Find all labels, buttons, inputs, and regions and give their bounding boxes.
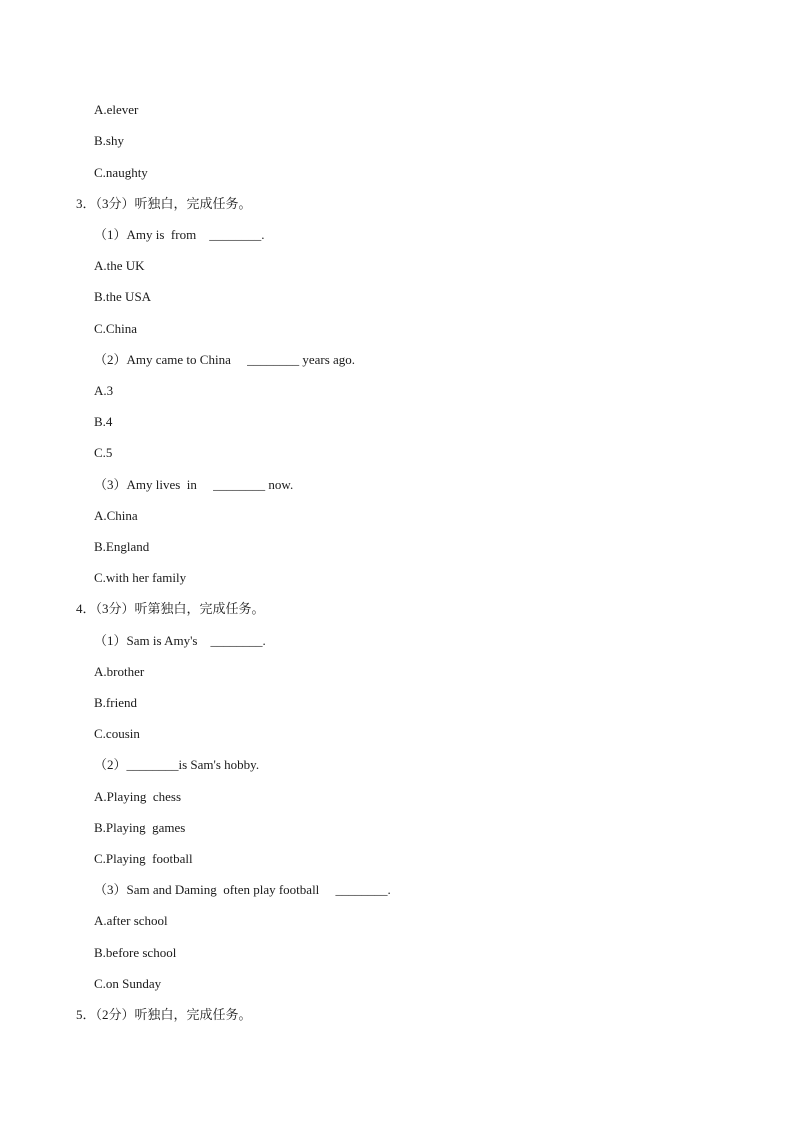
option-2-c: C.naughty (94, 165, 148, 180)
option-4-3-c: C.on Sunday (94, 976, 162, 991)
option-3-2-c: C.5 (94, 445, 113, 460)
option-3-3-b: B.England (94, 539, 150, 554)
option-4-2-b: B.Playing games (94, 820, 186, 835)
option-3-1-c: C.China (94, 321, 137, 336)
option-3-3-a: A.China (94, 508, 138, 523)
question-4-1-prompt: （1）Sam is Amy's ________. (94, 633, 266, 648)
option-4-2-a: A.Playing chess (94, 789, 182, 804)
option-3-2-b: B.4 (94, 414, 113, 429)
option-3-3-c: C.with her family (94, 570, 187, 585)
option-4-3-b: B.before school (94, 945, 177, 960)
question-4-2-prompt: （2）________is Sam's hobby. (94, 757, 260, 772)
option-4-1-b: B.friend (94, 695, 137, 710)
option-4-1-c: C.cousin (94, 726, 140, 741)
option-3-1-b: B.the USA (94, 289, 152, 304)
question-5-header: 5．（2分）听独白，完成任务。 (76, 1007, 252, 1022)
option-3-2-a: A.3 (94, 383, 114, 398)
option-2-b: B.shy (94, 133, 124, 148)
option-2-a: A.elever (94, 102, 139, 117)
question-3-2-prompt: （2）Amy came to China ________ years ago. (94, 352, 356, 367)
question-3-1-prompt: （1）Amy is from ________. (94, 227, 265, 242)
question-3-header: 3．（3分）听独白，完成任务。 (76, 196, 252, 211)
option-4-1-a: A.brother (94, 664, 145, 679)
question-3-3-prompt: （3）Amy lives in ________ now. (94, 477, 294, 492)
question-4-3-prompt: （3）Sam and Daming often play football ________. (94, 882, 391, 897)
option-4-3-a: A.after school (94, 913, 168, 928)
option-3-1-a: A.the UK (94, 258, 145, 273)
question-4-header: 4．（3分）听第独白，完成任务。 (76, 601, 265, 616)
option-4-2-c: C.Playing football (94, 851, 193, 866)
